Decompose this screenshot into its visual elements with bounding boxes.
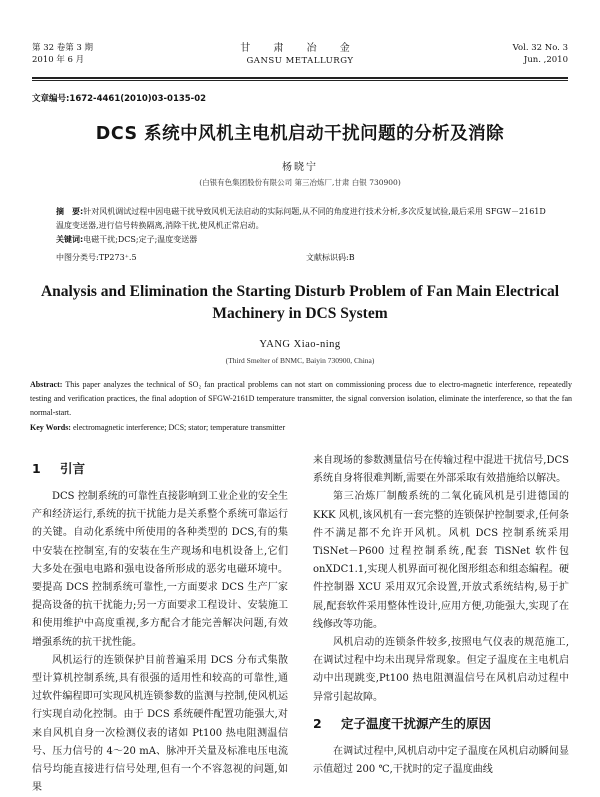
abstract-cn-label: 摘 要: [56,207,84,216]
abstract-en-label: Abstract: [30,380,63,389]
keywords-cn-text: 电磁干扰;DCS;定子;温度变送器 [83,235,198,244]
section-heading-1 [32,456,288,482]
journal-name-cn: 甘 肃 冶 金 [240,43,360,54]
body-column-right [313,452,569,779]
header-rule-thick [32,77,568,79]
abstract-cn-body [56,205,550,233]
keywords-en-text: electromagnetic interference; DCS; stator; temperature transmitter [72,423,286,432]
section-heading-2 [313,711,569,737]
paragraph: 来自现场的参数测量信号在传输过程中混进干扰信号,DCS 系统自身将很难判断,需要在外部采取有效措施给以解决。 [313,455,569,485]
issue-info-en [513,42,568,66]
journal-name [32,42,568,67]
document-code [306,251,355,265]
paragraph: 在调试过程中,风机启动中定子温度在风机启动瞬间显示值超过 200 ℃,干扰时的定子温度曲线 [313,745,569,776]
section-number: 2 [313,715,322,731]
affiliation-cn: (白银有色集团股份有限公司 第三冶炼厂,甘肃 白银 730900) [199,178,401,187]
keywords-en-label: Key Words: [30,423,71,432]
keywords-cn-label: 关键词: [56,235,84,244]
author-en: YANG Xiao-ning [259,339,341,350]
article-number: 文章编号:1672-4461(2010)03-0135-02 [32,94,207,104]
classification-row [56,251,550,265]
author-cn: 杨晓宁 [282,162,318,173]
running-header [32,42,568,74]
section-title: 引言 [60,461,86,476]
clc-label: 中图分类号: [56,253,99,262]
header-rule-thin [32,80,568,81]
body-column-left [32,452,288,797]
doc-code-value: B [348,253,355,262]
section-number: 1 [32,461,41,476]
volume-issue: 第 32 卷第 3 期 [32,43,94,53]
issue-date: 2010 年 6 月 [32,55,85,65]
paper-title-cn: DCS 系统中风机主电机启动干扰问题的分析及消除 [95,124,505,144]
affiliation-en: (Third Smelter of BNMC, Baiyin 730900, China) [225,356,375,365]
journal-name-en: GANSU METALLURGY [246,56,354,66]
abstract-cn [56,205,550,247]
paragraph: 风机运行的连锁保护目前普遍采用 DCS 分布式集散型计算机控制系统,具有很强的适用性和较高的可靠性,通过软件编程即可实现风机连锁参数的监测与控制,使风机运行实现自动化控制。由于 DCS 系统硬件配置功能强大,对来自风机自身一次检测仪表的诸如 Pt100 热电阻测温信号、压力信号的 4～20 mA、脉冲开关量及标准电压电流信号均能直接进行信号处理,但有一个不容忽视的问题,如果 [32,654,288,794]
keywords-en [30,421,572,435]
clc-code [56,253,137,262]
paragraph: DCS 控制系统的可靠性直接影响到工业企业的安全生产和经济运行,系统的抗干扰能力是关系整个系统可靠运行的关键。自动化系统中所使用的各种类型的 DCS,有的集中安装在控制室,有的安装在生产现场和电机设备上,它们大多处在强电电路和强电设备所形成的恶劣电磁环境中。要提高 DCS 控制系统可靠性,一方面要求 DCS 生产厂家提高设备的抗干扰能力;另一方面要求工程设计、安装施工和使用维护中高度重视,多方配合才能完善解决问题,有效增强系统的抗干扰性能。 [32,491,288,648]
abstract-en-text: This paper analyzes the technical of SO₂ fan practical problems can not start on commissioning process due to electro-magnetic interference, repeatedly testing and verification practices, the final adoption of SFGW-2161D temperature transmitter, the signal conversion isolation, eliminate the interference, so that the fan normal-start. [30,380,572,417]
volume-issue-en: Vol. 32 No. 3 [512,43,568,53]
keywords-cn [56,233,550,247]
clc-value: TP273⁺.5 [98,253,137,262]
paper-title-en: Analysis and Elimination the Starting Disturb Problem of Fan Main Electrical Machinery in DCS System [40,283,560,322]
abstract-en [30,378,572,420]
abstract-cn-text: 针对风机调试过程中因电磁干扰导致风机无法启动的实际问题,从不同的角度进行技术分析,多次反复试验,最后采用 SFGW－2161D 温度变送器,进行信号转换隔离,消除干扰,使风机正常启动。 [56,207,546,230]
doc-code-label: 文献标识码: [306,253,349,262]
issue-date-en: Jun. ,2010 [523,55,568,65]
paragraph: 风机启动的连锁条件较多,按照电气仪表的规范施工,在调试过程中均未出现异常现象。但定子温度在主电机启动中出现跳变,Pt100 热电阻测温信号在风机启动过程中异常引起故障。 [313,637,569,703]
paragraph: 第三冶炼厂制酸系统的二氧化硫风机是引进德国的 KKK 风机,该风机有一套完整的连锁保护控制要求,任何条件不满足都不允许开风机。风机 DCS 控制系统采用 TiSNet－P600 过程控制系统,配套 TiSNet 软件包 onXDC1.1,实现人机界面可视化图形组态和组态编程。硬件控制器 XCU 采用双冗余设置,开放式系统结构,易于扩展,配套软件采用整体性设计,应用方便,功能强大,实现了在线修改等功能。 [313,491,569,630]
section-title: 定子温度干扰源产生的原因 [341,715,492,731]
